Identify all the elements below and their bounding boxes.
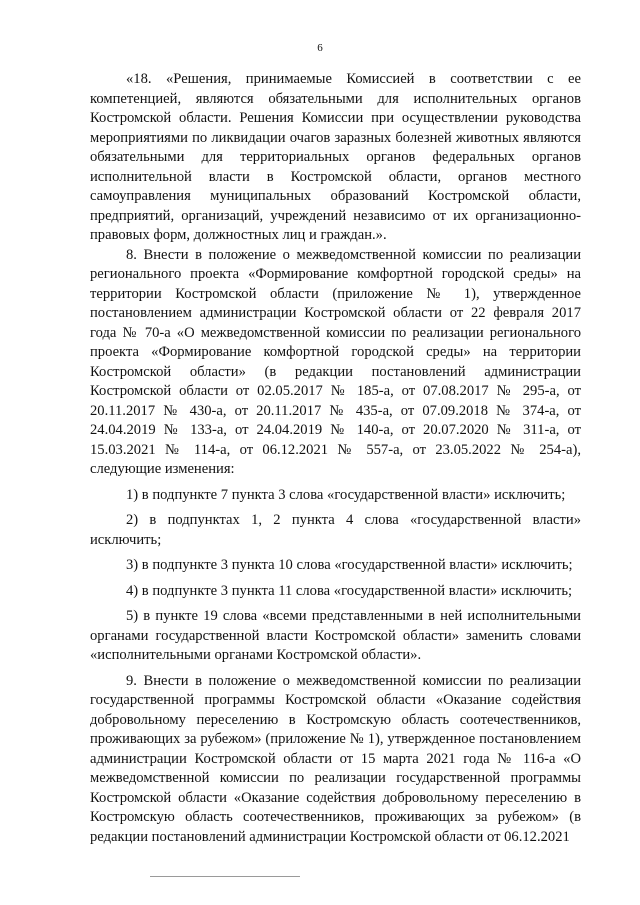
page-number: 6	[317, 42, 323, 54]
list-item-1: 1) в подпункте 7 пункта 3 слова «государственной власти» исключить;	[126, 486, 566, 503]
document-body	[90, 70, 581, 847]
paragraph-9-amend-resettlement-commission: 9. Внести в положение о межведомственной комиссии по реализации государственной программы Костромской области «Оказание содействия добровольному переселению в Костромскую область соотечественников, проживающих за рубежом» (приложение № 1), утвержденное постановлением администрации Костромской области от 15 марта 2021 года № 116-а «О межведомственной комиссии по реализации государственной программы Костромской области «Оказание содействия добровольному переселению в Костромскую область соотечественников, проживающих за рубежом» (в редакции постановлений администрации Костромской области от 06.12.2021	[90, 672, 581, 845]
list-item-4: 4) в подпункте 3 пункта 11 слова «государственной власти» исключить;	[126, 582, 573, 599]
paragraph-18-commission-decisions: «18. «Решения, принимаемые Комиссией в соответствии с ее компетенцией, являются обязательными для исполнительных органов Костромской области. Решения Комиссии при осуществлении руководства мероприятиями по ликвидации очагов заразных болезней животных являются обязательными для территориальных органов федеральных органов исполнительной власти в Костромской области, органов местного самоуправления муниципальных образований Костромской области, предприятий, организаций, учреждений независимо от их организационно-правовых форм, должностных лиц и граждан.».	[90, 71, 581, 243]
paragraph-8-amend-comfort-environment-commission: 8. Внести в положение о межведомственной комиссии по реализации регионального проекта «Формирование комфортной городской среды» на территории Костромской области (приложение № 1), утвержденное постановлением администрации Костромской области от 22 февраля 2017 года № 70-а «О межведомственной комиссии по реализации регионального проекта «Формирование комфортной городской среды» на территории Костромской области» (в редакции постановлений администрации Костромской области от 02.05.2017 № 185-а, от 07.08.2017 № 295-а, от 20.11.2017 № 430-а, от 20.11.2017 № 435-а, от 07.09.2018 № 374-а, от 24.04.2019 № 133-а, от 24.04.2019 № 140-а, от 20.07.2020 № 311-а, от 15.03.2021 № 114-а, от 06.12.2021 № 557-а, от 23.05.2022 № 254-а), следующие изменения:	[90, 246, 581, 477]
footer-rule	[150, 876, 300, 877]
list-item-3: 3) в подпункте 3 пункта 10 слова «государственной власти» исключить;	[126, 557, 573, 573]
list-item-5: 5) в пункте 19 слова «всеми представленными в ней исполнительными органами государственной власти Костромской области» заменить словами «исполнительными органами Костромской области».	[90, 608, 581, 663]
list-item-2: 2) в подпунктах 1, 2 пункта 4 слова «государственной власти» исключить;	[90, 512, 581, 548]
